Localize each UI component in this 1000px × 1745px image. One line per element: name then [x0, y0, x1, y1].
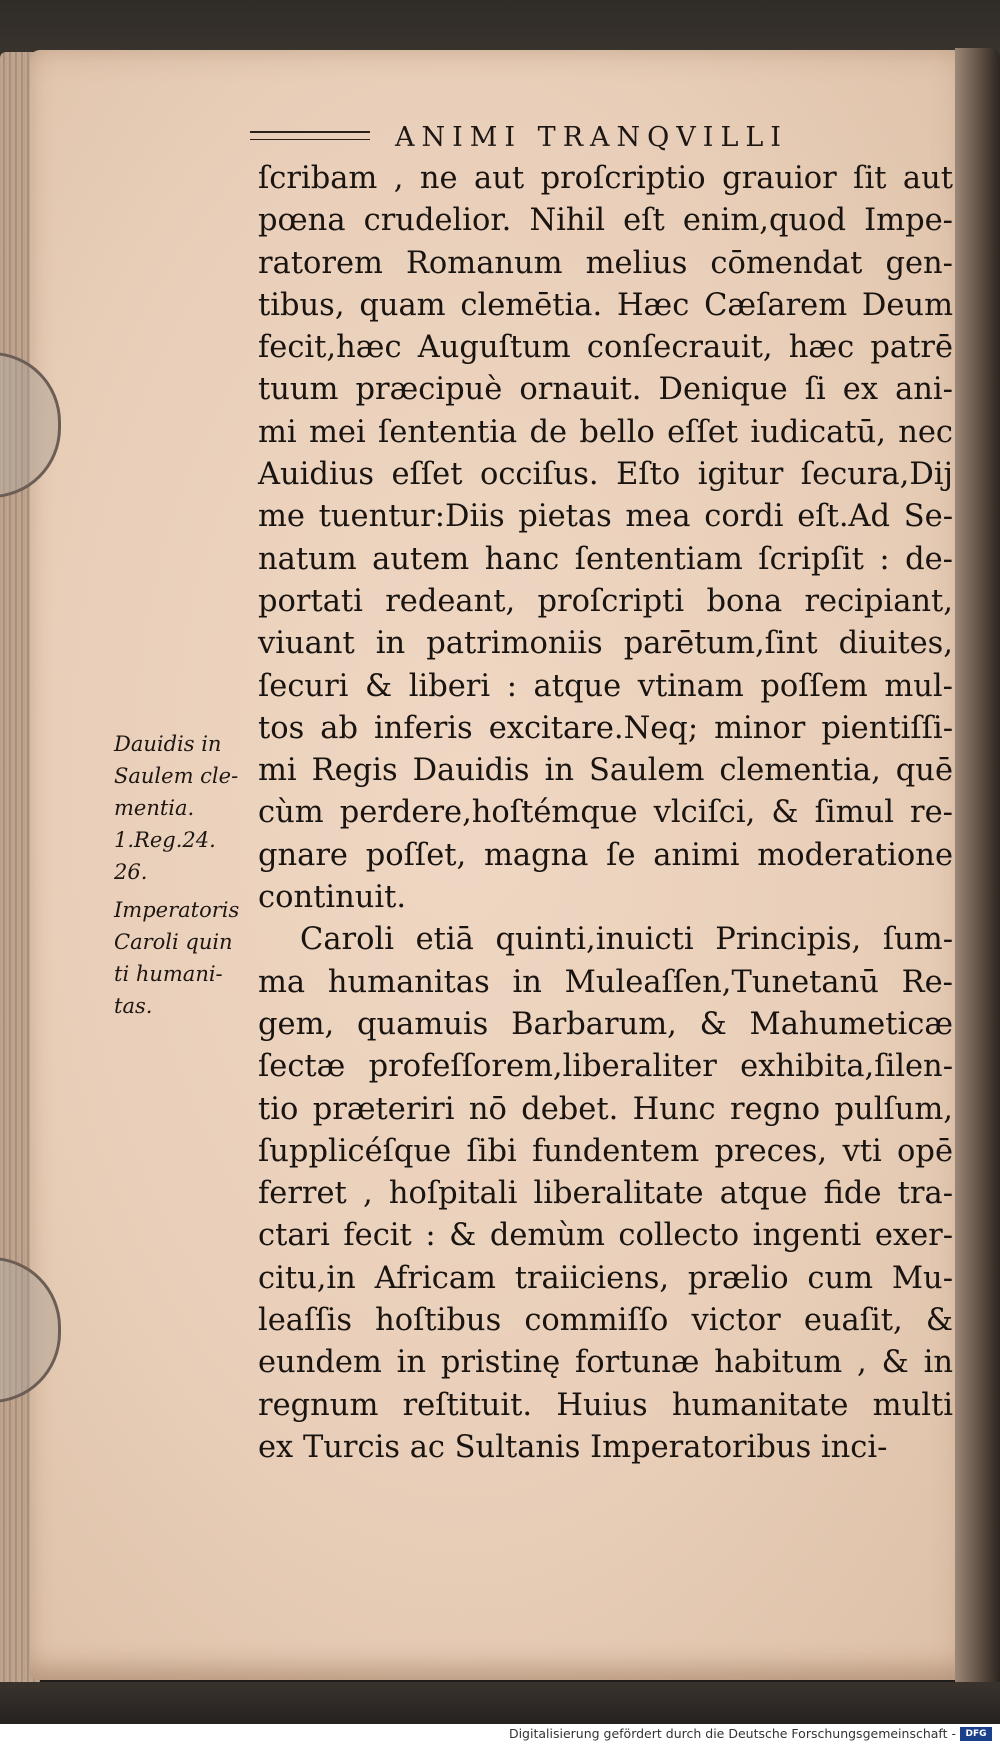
text-line: citu,in Africam traiiciens, prælio cum Mu- [258, 1260, 953, 1296]
dfg-logo-icon: DFG [960, 1727, 992, 1741]
margin-note-line: Imperatoris [114, 898, 240, 922]
margin-note-line: mentia. [114, 796, 195, 820]
text-line: continuit. [258, 880, 407, 916]
margin-note-line: ti humani- [114, 962, 223, 986]
binding-shadow [955, 48, 1000, 1688]
footer-credit: Digitalisierung gefördert durch die Deutsche Forschungsgemeinschaft - [508, 1726, 956, 1741]
text-line: tos ab inferis excitare.Neq; minor pientiſſi- [258, 710, 953, 746]
text-line: ferret , hoſpitali liberalitate atque fide tra- [258, 1176, 953, 1212]
text-line: ſcribam , ne aut proſcriptio grauior ſit aut [258, 161, 953, 196]
bottom-shadow-band [0, 1682, 1000, 1724]
text-line: natum autem hanc ſententiam ſcripſit : de- [258, 541, 953, 577]
text-line: ſecuri & liberi : atque vtinam poſſem mul- [258, 668, 953, 704]
text-line: portati redeant, proſcripti bona recipiant, [258, 583, 953, 619]
text-line: mi Regis Dauidis in Saulem clementia, quē [258, 753, 953, 789]
text-line: cùm perdere,hoſtémque vlciſci, & ſimul re- [258, 795, 953, 831]
text-line: leaſſis hoſtibus commiſſo victor euaſit, & [258, 1303, 953, 1339]
text-line: ratorem Romanum melius cōmendat gen- [258, 245, 953, 281]
text-line: Caroli etiā quinti,inuicti Principis, ſum- [300, 922, 953, 958]
text-line: mi mei ſententia de bello eſſet iudicatū, nec [258, 414, 953, 450]
margin-note-line: Saulem cle- [114, 764, 239, 788]
text-line: me tuentur:Diis pietas mea cordi eſt.Ad Se- [258, 499, 953, 535]
text-line: pœna crudelior. Nihil eſt enim,quod Impe- [258, 203, 953, 239]
text-line: fecit,hæc Auguſtum conſecrauit, hæc patrē [258, 330, 953, 366]
text-line: regnum reſtituit. Huius humanitate multi [258, 1387, 953, 1423]
text-line: ſupplicéſque ſibi fundentem preces, vti opē [258, 1133, 953, 1169]
margin-note-line: 26. [114, 860, 148, 884]
text-line: tuum præcipuè ornauit. Denique ſi ex ani- [258, 372, 953, 408]
margin-note-line: Caroli quin [114, 930, 233, 954]
text-line: ma humanitas in Muleaſſen,Tunetanū Re- [258, 964, 953, 1000]
margin-notes [114, 728, 259, 1022]
footer-bar [0, 1724, 1000, 1745]
text-line: ex Turcis ac Sultanis Imperatoribus inci- [258, 1429, 888, 1465]
text-line: Auidius eſſet occiſus. Eſto igitur ſecura,Dij [258, 457, 953, 493]
text-line: ctari fecit : & demùm collecto ingenti exer- [258, 1218, 953, 1254]
text-line: tio præteriri nō debet. Hunc regno pulſum, [258, 1091, 953, 1127]
text-line: tibus, quam clemētia. Hæc Cæſarem Deum [258, 287, 953, 323]
header-ornament-rule [250, 131, 370, 140]
margin-note-line: tas. [114, 994, 153, 1018]
margin-note-line: 1.Reg.24. [114, 828, 216, 852]
text-line: eundem in pristinę fortunæ habitum , & in [258, 1345, 953, 1381]
running-head-title: ANIMI TRANQVILLI [395, 122, 788, 153]
margin-note-line: Dauidis in [114, 732, 222, 756]
text-line: gem, quamuis Barbarum, & Mahumeticæ [258, 1006, 953, 1042]
text-line: viuant in patrimoniis parētum,ſint diuites, [258, 626, 953, 662]
text-line: ſectæ profeſſorem,liberaliter exhibita,ſilen- [258, 1049, 953, 1085]
text-line: gnare poſſet, magna ſe animi moderatione [258, 837, 953, 873]
body-text-block [258, 158, 953, 1469]
